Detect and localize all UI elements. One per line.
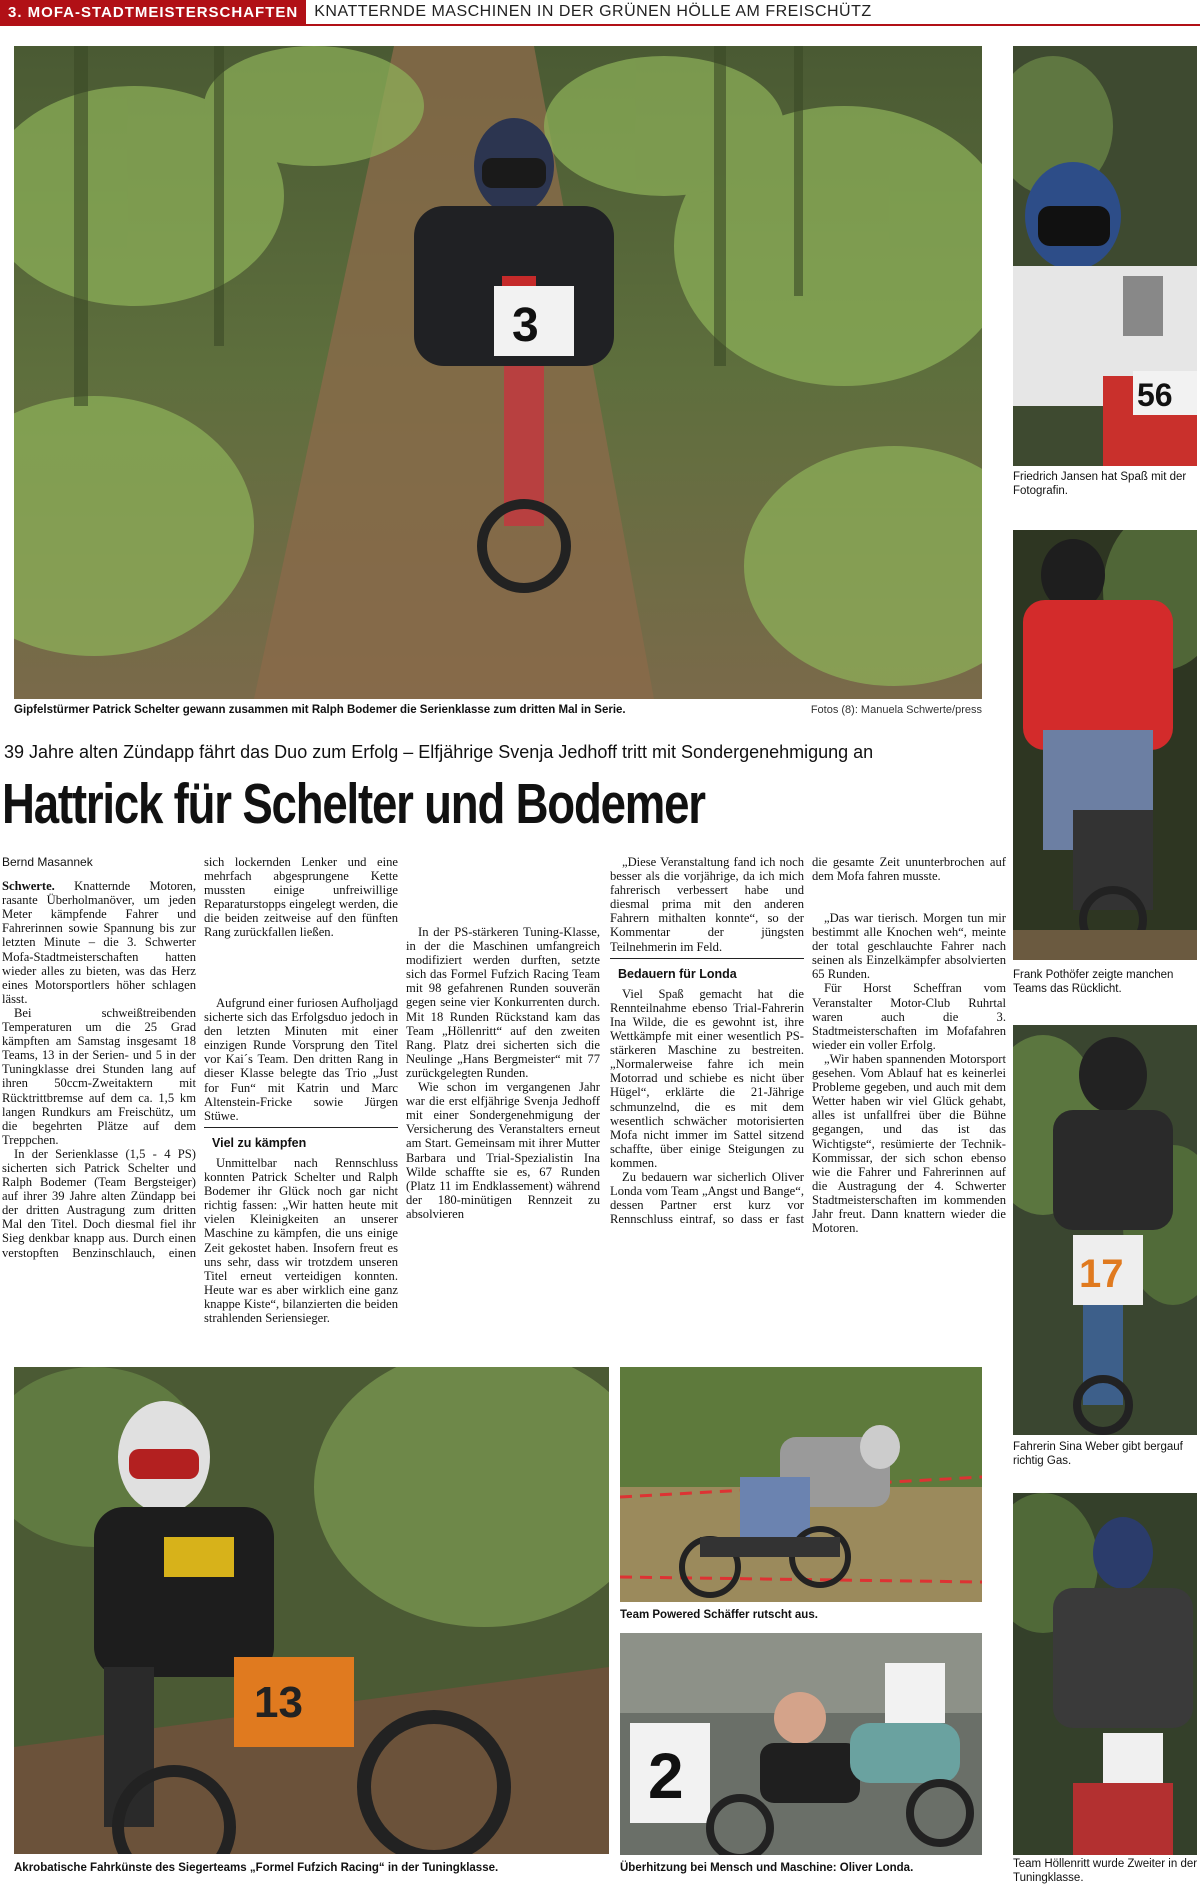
article-paragraph: Viel Spaß gemacht hat die Rennteilnahme ebenso Trial-Fahrerin Ina Wilde, die es gewohnt ist, ihre Wettkämpfe mit einer wesentlich PS-stärkeren Maschine zu bestreiten. „Normalerweise fahre ich mein Motorrad und schiebe es nicht über Hügel“, erklärte die 21-Jährige schmunzelnd, die es mit dem wesentlich schwächer motorisierten Mofa nicht immer im Sattel sitzend schaffte, über einige Steigungen zu kommen.	[610, 986, 804, 1170]
article-paragraph: „Diese Veranstaltung fand ich noch besser als die vorjährige, da ich mich fahrerisch verbessert habe und diesmal prima mit den anderen Fahrern mithalten konnte“, so der Kommentar der jüngsten Teilnehmerin im Feld.	[610, 855, 804, 954]
article-paragraph: „Wir haben spannenden Motorsport gesehen. Vom Ablauf hat es keinerlei Probleme gegeben, und auch mit dem Wetter haben wir viel Glück gehabt, alles ist unfallfrei über die Bühne gegangen, und das ist das Wichtigste“, resümierte der Technik-Kommissar, der sich schon ebenso wie die Fahrer und Fahrerinnen auf die Austragung der 4. Schwerter Stadtmeisterschaften im kommenden Jahr freut. Dann knattern wieder die Motoren.	[812, 1051, 1006, 1236]
article-headline: Hattrick für Schelter und Bodemer	[2, 772, 705, 836]
side-photo-3-start-number: 17	[1079, 1252, 1124, 1296]
section-header	[0, 0, 1200, 26]
headline-wrap	[0, 772, 992, 838]
bottom-photo-3	[620, 1633, 982, 1855]
article-column-5	[812, 855, 1006, 1235]
article-column-3	[406, 855, 600, 1221]
article-paragraph-continued: die gesamte Zeit ununterbrochen auf dem Mofa fahren musste.	[812, 855, 1006, 884]
main-photo-caption: Gipfelstürmer Patrick Schelter gewann zusammen mit Ralph Bodemer die Serienklasse zum dritten Mal in Serie.	[14, 704, 626, 716]
article-paragraph: „Das war tierisch. Morgen tun mir bestimmt alle Knochen weh“, meinte der total geschlauchte Fahrer nach seinen als Einzelkämpfer absolvierten 65 Runden.	[812, 911, 1006, 982]
bottom-photo-3-caption: Überhitzung bei Mensch und Maschine: Oliver Londa.	[620, 1862, 914, 1874]
bottom-photo-2	[620, 1367, 982, 1602]
side-photo-3	[1013, 1025, 1197, 1435]
article-paragraph-continued: sich lockernden Lenker und eine mehrfach abgesprungene Kette mussten einige unfreiwillige Reparaturstopps eingelegt werden, die die beiden zeitweise auf den fünften Rang zurückfallen ließen.	[204, 855, 398, 940]
bottom-photo-1-start-number: 13	[254, 1678, 303, 1727]
section-topic: KNATTERNDE MASCHINEN IN DER GRÜNEN HÖLLE AM FREISCHÜTZ	[306, 0, 1200, 26]
article-dateline: Schwerte.	[2, 879, 55, 894]
article-column-4	[610, 855, 804, 1226]
article-paragraph: Bei schweißtreibenden Temperaturen um die 25 Grad kämpften am Samstag insgesamt 18 Teams, 13 in der Serien- und 5 in der Tuningklasse drei Stunden lang auf ihren 50ccm-Zweitaktern mit Rücktrittbremse auf dem ca. 1,5 km langen Rundkurs am Freischütz, um die begehrten Plätze auf dem Treppchen.	[2, 1005, 196, 1147]
article-author: Bernd Masannek	[2, 855, 93, 869]
bottom-photo-1-caption: Akrobatische Fahrkünste des Siegerteams „Formel Fufzich Racing“ in der Tuningklasse.	[14, 1862, 499, 1874]
intertitle-bedauern-fuer-londa: Bedauern für Londa	[610, 958, 804, 987]
side-photo-1-start-number: 56	[1137, 377, 1173, 413]
photo-credit: Fotos (8): Manuela Schwerte/press	[810, 704, 982, 716]
article-column-1	[2, 855, 196, 1260]
article-paragraph: Wie schon im vergangenen Jahr war die erst elfjährige Svenja Jedhoff mit einer Sondergenehmigung der Versicherung des Veranstalters erneut am Start. Gemeinsam mit ihrer Mutter Barbara und Trial-Spezialistin Ina Wilde schaffte sie es, 67 Runden (Platz 11 im Endklassement) während der 180-minütigen Rennzeit zu absolvieren	[406, 1080, 600, 1221]
side-photo-4-caption: Team Höllenritt wurde Zweiter in der Tuningklasse.	[1013, 1858, 1198, 1884]
article-paragraph: Unmittelbar nach Rennschluss konnten Patrick Schelter und Ralph Bodemer ihr Glück noch gar nicht richtig fassen: „Wir hatten heute mit vielen Kleinigkeiten an unserer Maschine zu kämpfen, die uns einige Zeit gekostet haben. Insofern freut es uns sehr, dass wir trotzdem unseren Titel erneut verteidigen konnten. Heute war es aber wirklich eine ganz knappe Kiste“, bilanzierten die beiden strahlenden Seriensieger.	[204, 1155, 398, 1325]
bottom-photo-2-caption: Team Powered Schäffer rutscht aus.	[620, 1609, 818, 1621]
side-photo-3-caption: Fahrerin Sina Weber gibt bergauf richtig Gas.	[1013, 1441, 1183, 1467]
article-column-2	[204, 855, 398, 1325]
main-start-number: 3	[512, 299, 539, 352]
article-paragraph: Knatternde Motoren, rasante Überholmanöver, um jeden Meter kämpfende Fahrer und Fahrerinnen sowie Spannung bis zur letzten Minute – die 3. Schwerter Mofa-Stadtmeisterschaften hatten wieder alles zu bieten, was das Herz eines Motorsportlers höher schlagen lässt.	[2, 879, 196, 1006]
side-photo-1	[1013, 46, 1197, 466]
main-photo	[14, 46, 982, 699]
article-paragraph: In der PS-stärkeren Tuning-Klasse, in der die Maschinen umfangreich modifiziert werden durften, setzte sich das Formel Fufzich Racing Team mit 98 gefahrenen Runden souverän gegen seine vier Konkurrenten durch. Mit 18 Runden Rückstand kam das Team „Höllenritt“ auf den zweiten Rang. Platz drei sicherten sich die Neulinge „Hans Bergmeister“ mit 77 zurückgelegten Runden.	[406, 925, 600, 1080]
side-photo-2-caption: Frank Pothöfer zeigte manchen Teams das Rücklicht.	[1013, 969, 1174, 995]
article-paragraph: Für Horst Scheffran vom Veranstalter Motor-Club Ruhrtal waren auch die 3. Stadtmeisterschaften im Mofafahren wieder ein voller Erfolg.	[812, 981, 1006, 1052]
side-photo-2	[1013, 530, 1197, 960]
article-paragraph: In der Serienklasse (1,5 - 4 PS) sicherten sich Patrick Schelter und Ralph Bodemer (Team Bergsteiger) auf ihrer 39 Jahre alten Zündapp bei der dritten Austragung zum dritten Mal den Titel. Doch diesmal fiel ihr Sieg denkbar knapp aus. Durch einen verstopften Benzinschlauch, einen	[2, 1146, 196, 1260]
article-paragraph-continued	[406, 855, 600, 925]
article-lead	[2, 879, 196, 1006]
intertitle-viel-zu-kaempfen: Viel zu kämpfen	[204, 1127, 398, 1156]
side-photo-4	[1013, 1493, 1197, 1855]
bottom-photo-1	[14, 1367, 609, 1854]
section-kicker: 3. MOFA-STADTMEISTERSCHAFTEN	[0, 0, 306, 26]
article-paragraph: Aufgrund einer furiosen Aufholjagd sicherte sich das Erfolgsduo jedoch in den letzten Minuten mit einer einzigen Runde Vorsprung den Titel vor Kai´s Team. Den dritten Rang in dieser Klasse belegte das Trio „Just for Fun“ mit Katrin und Marc Altenstein-Fricke sowie Jürgen Stüwe.	[204, 996, 398, 1123]
article-paragraph: Zu bedauern war sicherlich Oliver Londa vom Team „Angst und Bange“, dessen Partner erst kurz vor Rennschluss eintraf, so dass er fast	[610, 1169, 804, 1226]
bottom-photo-3-start-number: 2	[648, 1740, 684, 1812]
article-subhead: 39 Jahre alten Zündapp fährt das Duo zum Erfolg – Elfjährige Svenja Jedhoff tritt mit Sondergenehmigung an	[4, 742, 874, 762]
side-photo-1-caption: Friedrich Jansen hat Spaß mit der Fotografin.	[1013, 471, 1187, 497]
